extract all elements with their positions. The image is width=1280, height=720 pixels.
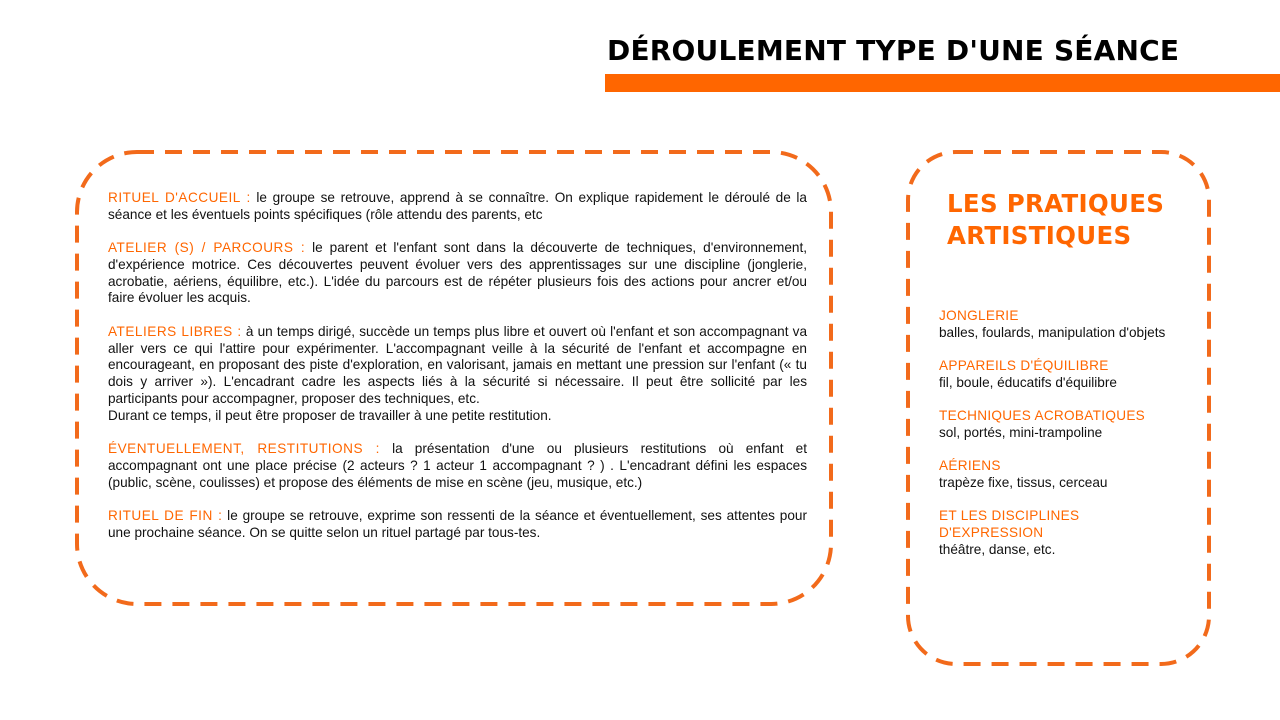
step-text: le groupe se retrouve, apprend à se connaître. On explique rapidement le déroulé de la séance et les éventuels points spécifiques (rôle attendu des parents, etc <box>108 190 807 222</box>
step-label: ATELIERS LIBRES : <box>108 323 242 339</box>
step-label: RITUEL DE FIN : <box>108 507 223 523</box>
page-title: DÉROULEMENT TYPE D'UNE SÉANCE <box>607 34 1180 67</box>
list-item <box>939 458 1189 492</box>
step-text: la présentation d'une ou plusieurs restitutions où enfant et accompagnant ont une place précise (2 acteurs ? 1 acteur 1 accompagnant ? ) . L'encadrant défini les espaces (public, scène, coulisses) et propose des éléments de mise en scène (jeu, musique, etc.) <box>108 441 807 490</box>
list-item <box>939 408 1189 442</box>
session-steps <box>108 190 807 558</box>
practice-heading: ET LES DISCIPLINES D'EXPRESSION <box>939 508 1080 541</box>
step-label: ÉVENTUELLEMENT, RESTITUTIONS : <box>108 441 380 457</box>
practice-heading: JONGLERIE <box>939 308 1019 323</box>
step-label: ATELIER (S) / PARCOURS : <box>108 240 306 256</box>
step-workshops <box>108 240 807 307</box>
practice-description: trapèze fixe, tissus, cerceau <box>939 475 1108 491</box>
step-text: à un temps dirigé, succède un temps plus libre et ouvert où l'enfant et son accompagnant va aller vers ce qui l'attire pour expérimenter. L'accompagnant veille à la sécurité de l'enfant et accompagne en encourageant, en proposant des piste d'exploration, en valorisant, jamais en mettant une pression sur l'enfant (« tu dois y arriver »). L'encadrant cadre les aspects liés à la sécurité si nécessaire. Il peut être sollicité par les participants pour accompagner, proposer des techniques, etc. <box>108 323 808 406</box>
practice-description: balles, foulards, manipulation d'objets <box>939 324 1166 340</box>
side-title-line-2: ARTISTIQUES <box>947 221 1132 250</box>
step-restitutions <box>108 441 807 491</box>
practice-heading: AÉRIENS <box>939 458 1001 474</box>
side-title <box>947 188 1164 252</box>
practice-description: sol, portés, mini-trampoline <box>939 424 1103 440</box>
side-title-line-1: LES PRATIQUES <box>947 189 1165 218</box>
step-free-workshops <box>108 324 807 408</box>
title-underline-bar <box>605 74 1280 92</box>
practice-heading: TECHNIQUES ACROBATIQUES <box>939 408 1146 424</box>
step-closing-ritual <box>108 508 807 542</box>
step-text: le parent et l'enfant sont dans la découverte de techniques, d'environnement, d'expérience motrice. Ces découvertes peuvent évoluer vers des apprentissages sur une discipline (jonglerie, acrobatie, aériens, équilibre, etc.). L'idée du parcours est de répéter plusieurs fois des actions pour ancrer et/ou faire évoluer les acquis. <box>108 240 807 306</box>
list-item <box>939 358 1189 392</box>
step-label: RITUEL D'ACCUEIL : <box>108 190 251 205</box>
step-free-workshops-extra: Durant ce temps, il peut être proposer de travailler à une petite restitution. <box>108 407 552 423</box>
step-text: le groupe se retrouve, exprime son ressenti de la séance et éventuellement, ses attentes pour une prochaine séance. On se quitte selon un rituel partagé par tous-tes. <box>108 507 807 540</box>
practice-description: fil, boule, éducatifs d'équilibre <box>939 374 1117 390</box>
list-item <box>939 308 1189 342</box>
list-item <box>939 508 1189 558</box>
practices-list <box>939 308 1189 575</box>
practice-description: théâtre, danse, etc. <box>939 541 1056 557</box>
practice-heading: APPAREILS D'ÉQUILIBRE <box>939 358 1109 374</box>
step-welcome-ritual <box>108 190 807 224</box>
